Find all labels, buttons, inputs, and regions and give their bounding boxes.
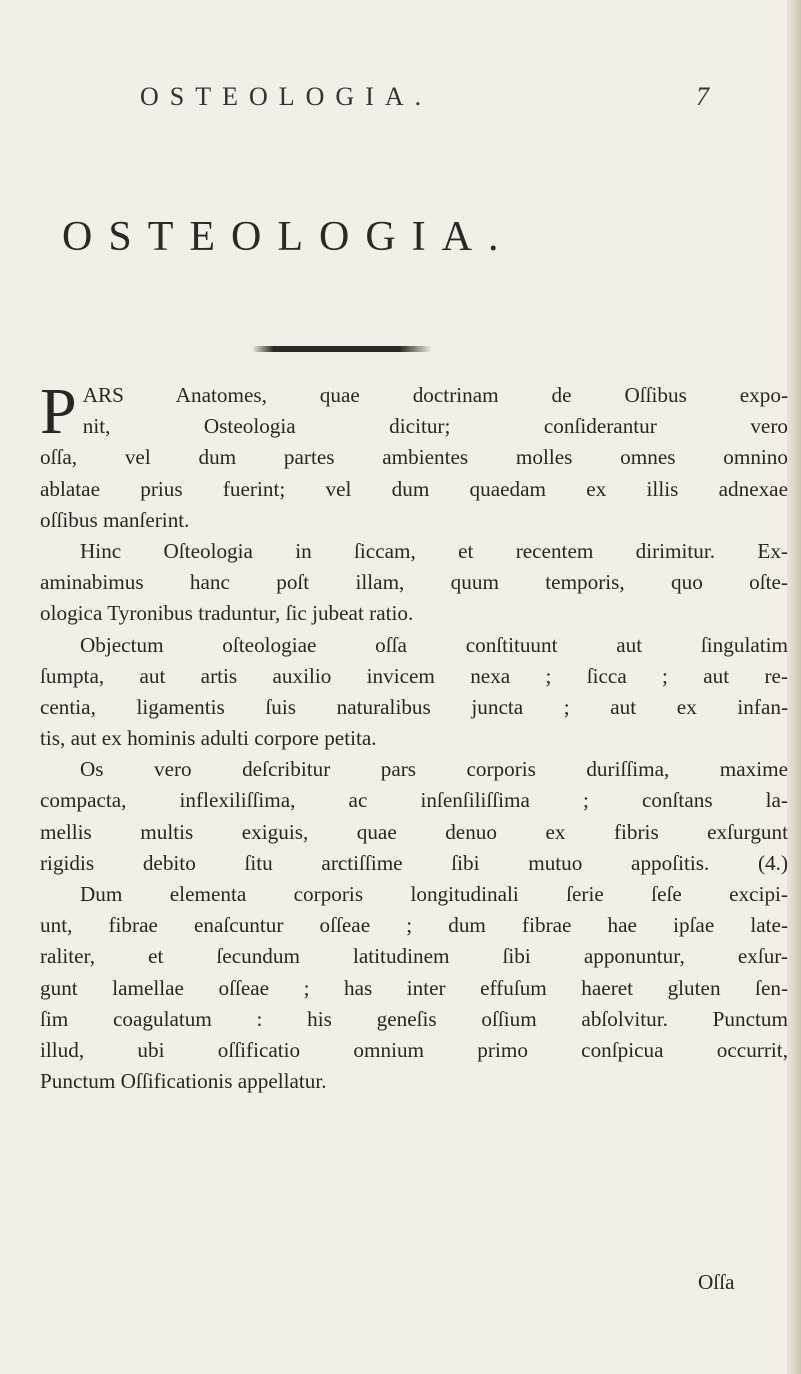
page-number: 7 bbox=[696, 82, 709, 111]
paragraph-1 bbox=[40, 375, 788, 536]
text-line: Dum elementa corporis longitudinali ſerie ſeſe excipi- bbox=[80, 882, 788, 906]
paragraph-5 bbox=[40, 879, 788, 1097]
text-line: gunt lamellae oſſeae ; has inter effuſum haeret gluten ſen- bbox=[40, 975, 788, 1000]
paragraph-3 bbox=[40, 630, 788, 755]
text-line: Hinc Oſteologia in ſiccam, et recentem dirimitur. Ex- bbox=[80, 538, 788, 563]
running-head-title: OSTEOLOGIA. bbox=[140, 82, 433, 111]
text-line: ologica Tyronibus traduntur, ſic jubeat ratio. bbox=[40, 601, 414, 626]
text-line: aminabimus hanc poſt illam, quum temporis, quo oſte- bbox=[40, 570, 788, 595]
page-edge bbox=[787, 0, 801, 1374]
text-line: unt, fibrae enaſcuntur oſſeae ; dum fibrae hae ipſae late- bbox=[40, 913, 788, 938]
chapter-title: OSTEOLOGIA. bbox=[62, 214, 515, 260]
catchword: Oſſa bbox=[698, 1270, 735, 1294]
drop-cap: P bbox=[40, 375, 77, 448]
text-line: ſumpta, aut artis auxilio invicem nexa ; ſicca ; aut re- bbox=[40, 663, 788, 688]
text-line: compacta, inflexiliſſima, ac inſenſiliſſima ; conſtans la- bbox=[40, 788, 788, 813]
title-rule-divider bbox=[252, 346, 432, 352]
text-line: oſſibus manſerint. bbox=[40, 507, 190, 532]
text-line: ablatae prius fuerint; vel dum quaedam ex illis adnexae bbox=[40, 476, 788, 501]
text-line: Punctum Oſſificationis appellatur. bbox=[40, 1069, 327, 1094]
text-line: Os vero deſcribitur pars corporis duriſſima, maxime bbox=[80, 757, 788, 782]
text-line: rigidis debito ſitu arctiſſime ſibi mutuo appoſitis. (4.) bbox=[40, 850, 788, 875]
text-line: nit, Osteologia dicitur; conſiderantur vero bbox=[82, 414, 788, 439]
body-text bbox=[40, 375, 788, 1097]
text-line: illud, ubi oſſificatio omnium primo conſpicua occurrit, bbox=[40, 1037, 788, 1062]
paragraph-4 bbox=[40, 754, 788, 879]
text-line: raliter, et ſecundum latitudinem ſibi apponuntur, exſur- bbox=[40, 944, 788, 969]
text-line: mellis multis exiguis, quae denuo ex fibris exſurgunt bbox=[40, 819, 788, 844]
text-line: ſim coagulatum : his geneſis oſſium abſolvitur. Punctum bbox=[40, 1006, 788, 1031]
text-line: centia, ligamentis ſuis naturalibus juncta ; aut ex infan- bbox=[40, 694, 788, 719]
text-line: ARS Anatomes, quae doctrinam de Oſſibus expo- bbox=[82, 383, 788, 407]
text-line: tis, aut ex hominis adulti corpore petita. bbox=[40, 726, 377, 751]
text-line: Objectum oſteologiae oſſa conſtituunt aut ſingulatim bbox=[80, 632, 788, 657]
text-line: oſſa, vel dum partes ambientes molles omnes omnino bbox=[40, 445, 788, 470]
paragraph-2 bbox=[40, 536, 788, 630]
